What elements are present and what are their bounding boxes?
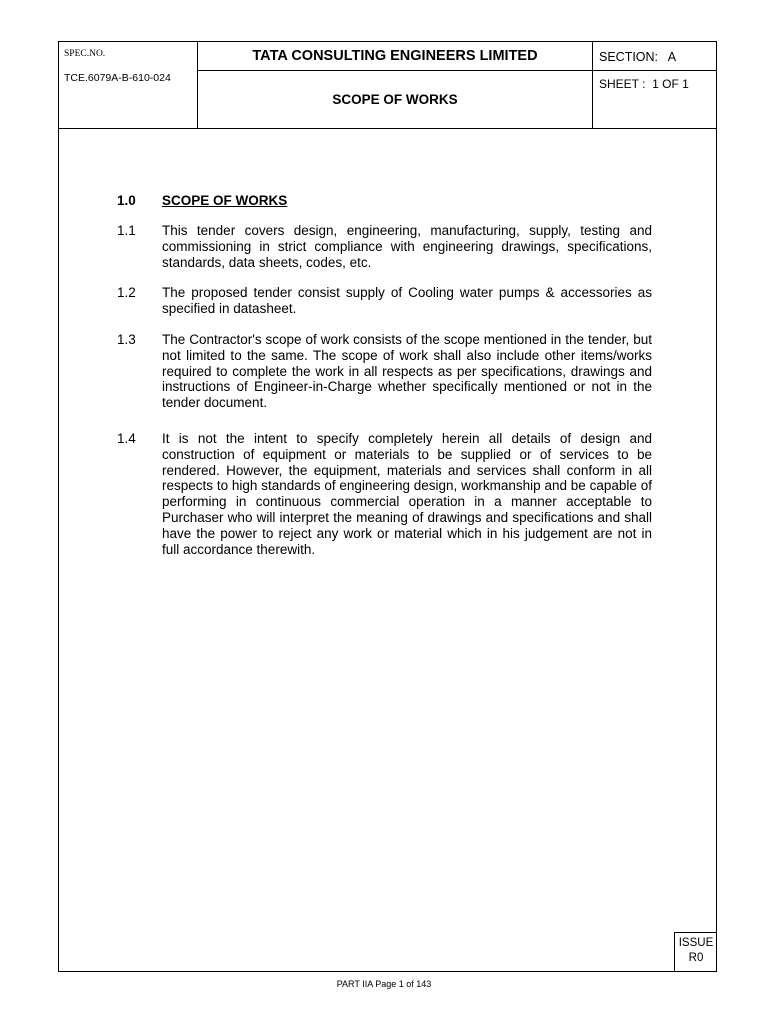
issue-revision: R0 <box>688 952 704 964</box>
paragraph-1-4 <box>117 431 652 557</box>
paragraph-number: 1.2 <box>117 285 136 300</box>
paragraph-1-3 <box>117 332 652 411</box>
section-title: SCOPE OF WORKS <box>162 193 288 208</box>
paragraph-text: This tender covers design, engineering, manufacturing, supply, testing and commissioning in strict compliance with engineering drawings, specifications, standards, data sheets, codes, etc. <box>162 223 652 270</box>
document-body <box>59 42 716 971</box>
page-footer: PART IIA Page 1 of 143 <box>336 979 432 989</box>
section-number: 1.0 <box>117 193 136 208</box>
document-title: SCOPE OF WORKS <box>332 92 458 107</box>
spec-label: SPEC.NO. <box>64 49 106 59</box>
issue-label: ISSUE <box>678 937 714 949</box>
paragraph-number: 1.1 <box>117 223 136 238</box>
paragraph-1-1 <box>117 223 652 270</box>
paragraph-text: The proposed tender consist supply of Cooling water pumps & accessories as specified in datasheet. <box>162 285 652 316</box>
paragraph-1-2 <box>117 285 652 317</box>
sheet-label: SHEET : 1 OF 1 <box>599 77 689 91</box>
paragraph-text: The Contractor's scope of work consists of the scope mentioned in the tender, but not limited to the same. The scope of work shall also include other items/works required to complete the work in all respects as per specifications, drawings and instructions of Engineer-in-Charge whether specifically mentioned or not in the tender document. <box>162 332 652 411</box>
spec-number: TCE.6079A-B-610-024 <box>64 72 171 84</box>
company-name: TATA CONSULTING ENGINEERS LIMITED <box>198 42 592 71</box>
document-frame <box>58 41 717 972</box>
section-label: SECTION: A <box>593 42 717 71</box>
paragraph-text: It is not the intent to specify completely herein all details of design and construction of equipment or materials to be supplied or of services to be rendered. However, the equipment, materials and services shall conform in all respects to high standards of engineering design, workmanship and be capable of performing in continuous commercial operation in a manner acceptable to Purchaser who will interpret the meaning of drawings and specifications and shall have the power to reject any work or material which in his judgement are not in full accordance therewith. <box>162 431 652 557</box>
paragraph-number: 1.3 <box>117 332 136 347</box>
issue-box <box>674 932 717 972</box>
paragraph-number: 1.4 <box>117 431 136 446</box>
